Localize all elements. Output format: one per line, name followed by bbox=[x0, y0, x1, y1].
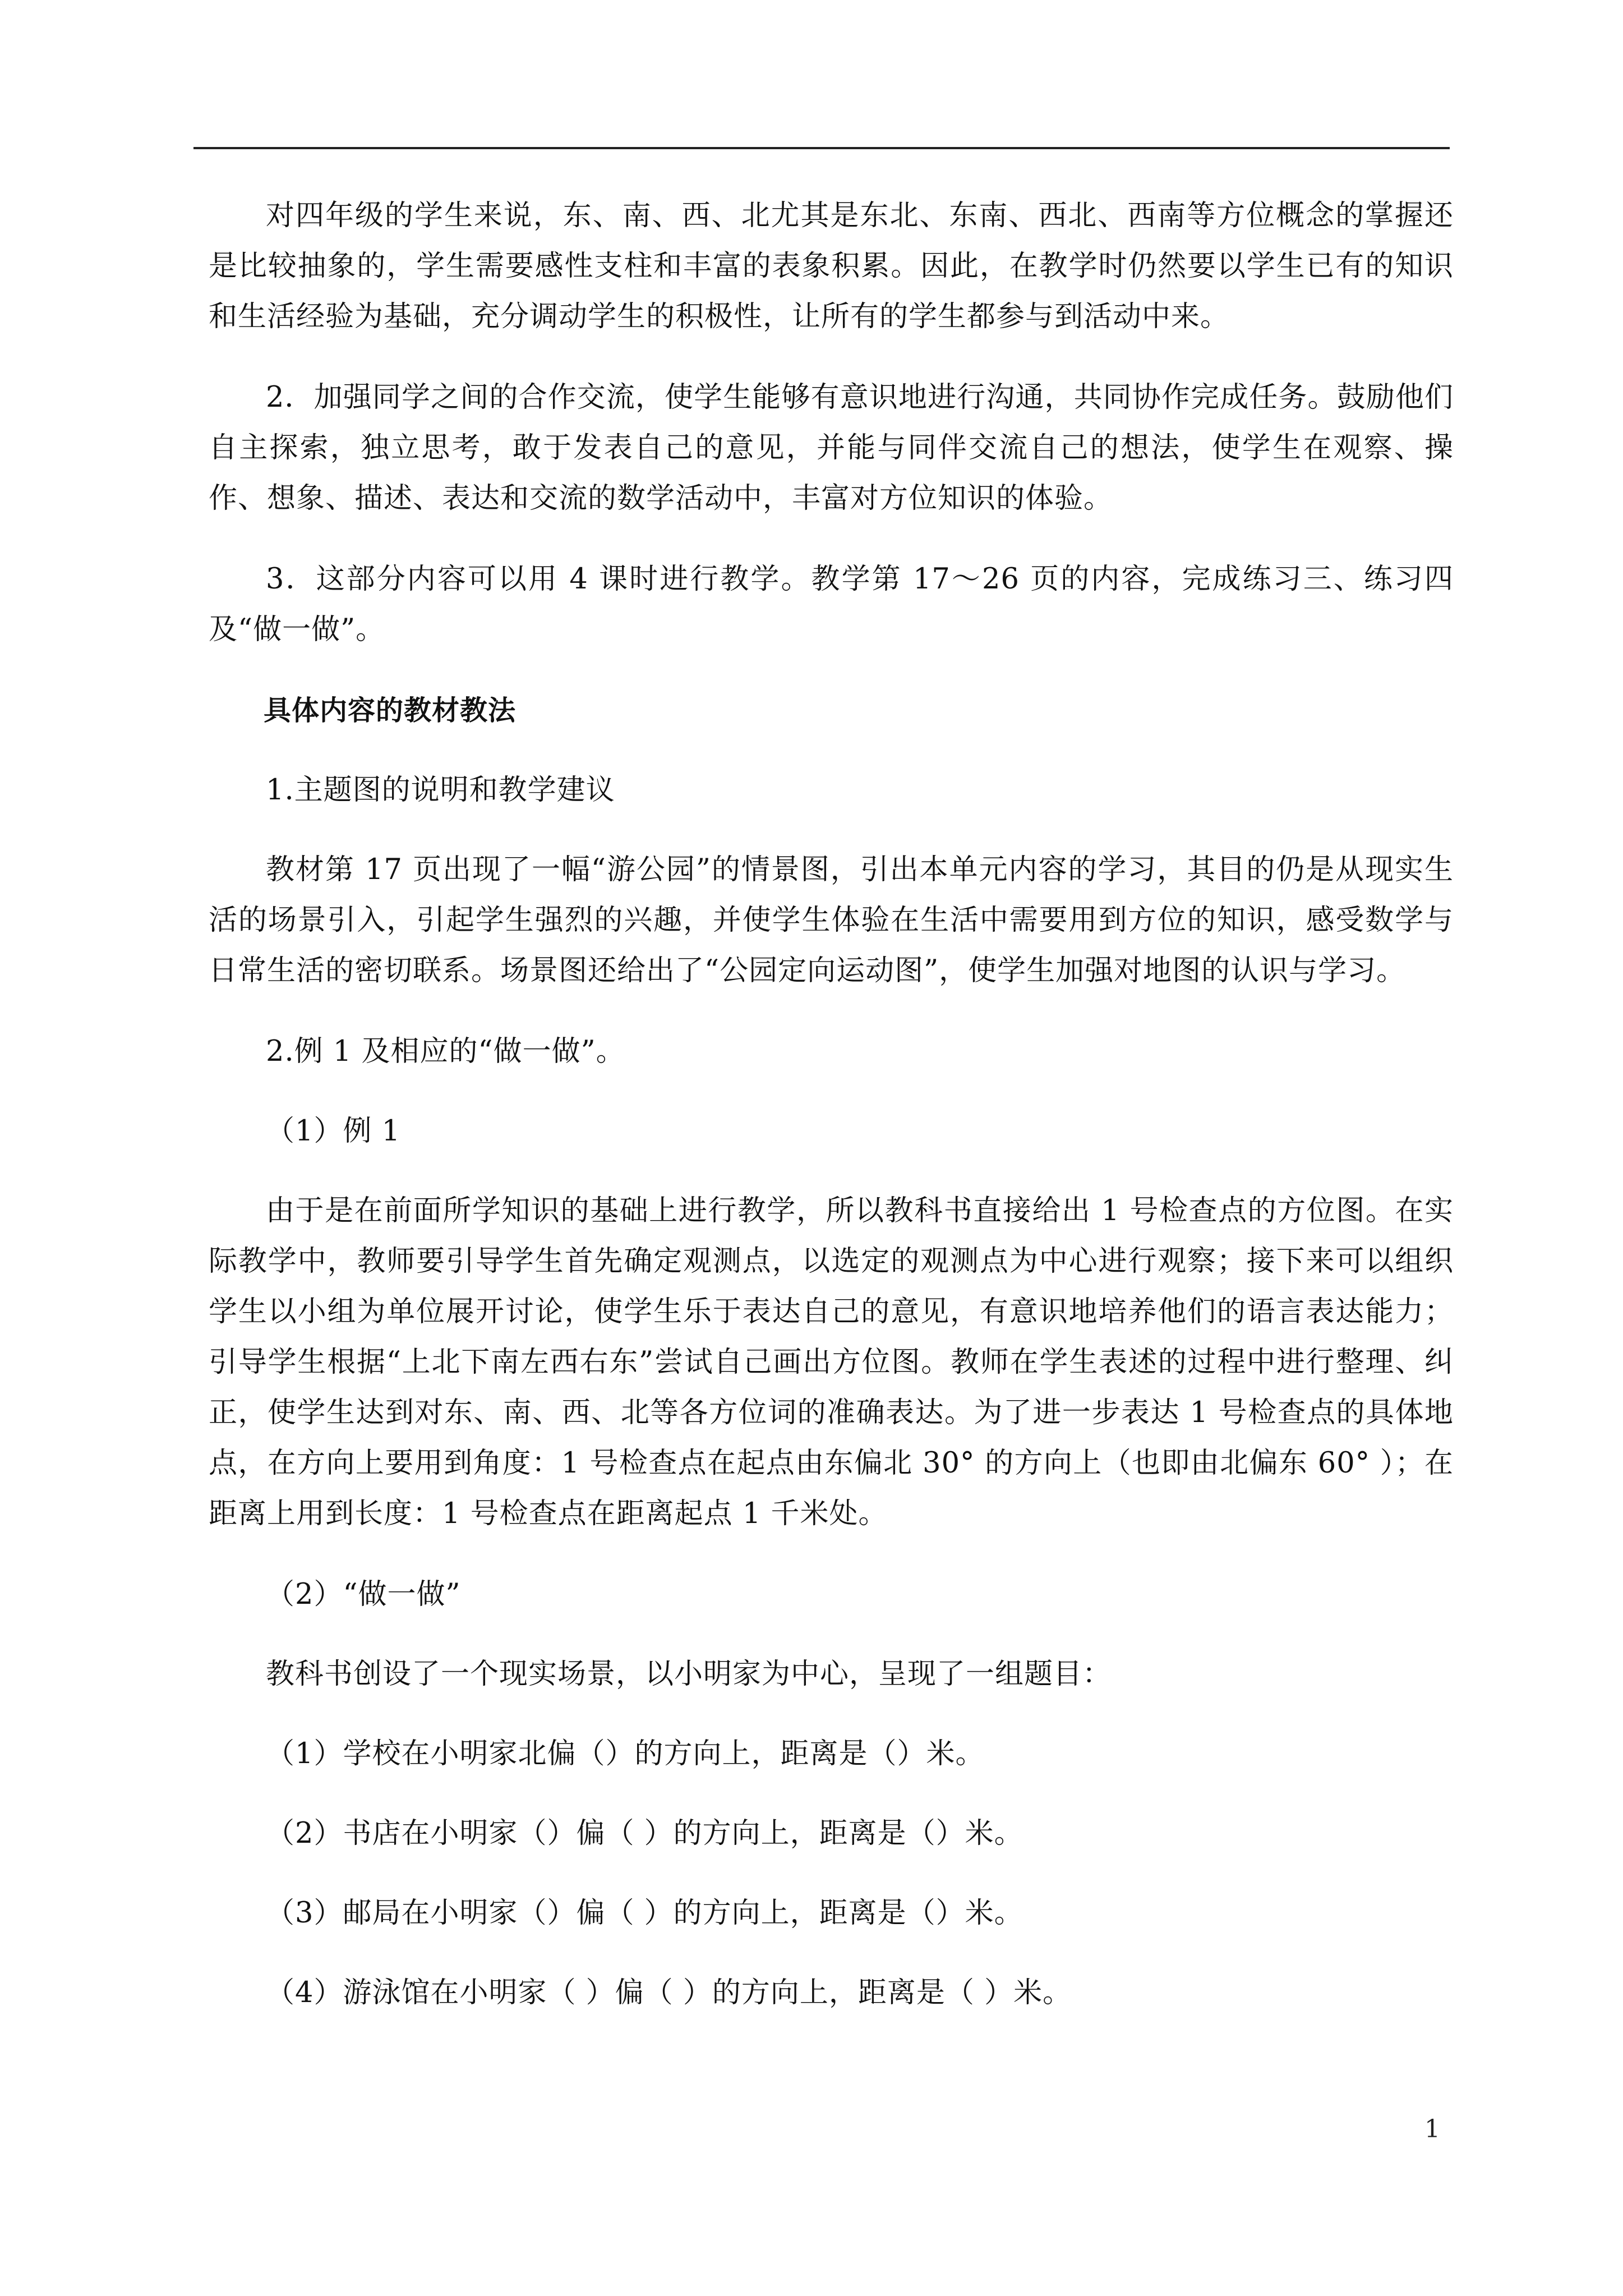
question-3: （3）邮局在小明家（）偏（ ）的方向上，距离是（）米。 bbox=[266, 1897, 1023, 1930]
subsection-title-1: 1.主题图的说明和教学建议 bbox=[266, 774, 615, 807]
header-rule bbox=[193, 147, 1450, 149]
question-2: （2）书店在小明家（）偏（ ）的方向上，距离是（）米。 bbox=[266, 1817, 1023, 1850]
sub-item-example-1: （1）例 1 bbox=[266, 1115, 401, 1148]
page-number: 1 bbox=[1424, 2115, 1440, 2143]
paragraph-item-2: 2．加强同学之间的合作交流，使学生能够有意识地进行沟通，共同协作完成任务。鼓励他们自主探索，独立思考，敢于发表自己的意见，并能与同伴交流自己的想法，使学生在观察、操作、想象、描述、表达和交流的数学活动中，丰富对方位知识的体验。 bbox=[209, 381, 1454, 515]
paragraph-scenario: 教科书创设了一个现实场景，以小明家为中心，呈现了一组题目： bbox=[266, 1658, 1112, 1691]
subsection-title-2: 2.例 1 及相应的“做一做”。 bbox=[266, 1035, 625, 1068]
paragraph-example-1: 由于是在前面所学知识的基础上进行教学，所以教科书直接给出 1 号检查点的方位图。在实际教学中，教师要引导学生首先确定观测点，以选定的观测点为中心进行观察；接下来可以组织学生以小组为单位展开讨论，使学生乐于表达自己的意见，有意识地培养他们的语言表达能力；引导学生根据“上北下南左西右东”尝试自己画出方位图。教师在学生表述的过程中进行整理、纠正，使学生达到对东、南、西、北等各方位词的准确表达。为了进一步表达 1 号检查点的具体地点，在方向上要用到角度：1 号检查点在起点由东偏北 30° 的方向上（也即由北偏东 60° ）；在距离上用到长度：1 号检查点在距离起点 1 千米处。 bbox=[209, 1194, 1454, 1530]
paragraph-item-3: 3．这部分内容可以用 4 课时进行教学。教学第 17～26 页的内容，完成练习三、练习四及“做一做”。 bbox=[209, 563, 1454, 646]
sub-item-do-it: （2）“做一做” bbox=[266, 1578, 461, 1611]
paragraph-intro: 对四年级的学生来说，东、南、西、北尤其是东北、东南、西北、西南等方位概念的掌握还是比较抽象的，学生需要感性支柱和丰富的表象积累。因此，在教学时仍然要以学生已有的知识和生活经验为基础，充分调动学生的积极性，让所有的学生都参与到活动中来。 bbox=[209, 199, 1454, 333]
question-4: （4）游泳馆在小明家（ ）偏（ ）的方向上，距离是（ ）米。 bbox=[266, 1976, 1072, 2009]
section-heading: 具体内容的教材教法 bbox=[264, 694, 517, 726]
document-body bbox=[209, 191, 1454, 2047]
question-1: （1）学校在小明家北偏（）的方向上，距离是（）米。 bbox=[266, 1737, 985, 1770]
paragraph-theme-map: 教材第 17 页出现了一幅“游公园”的情景图，引出本单元内容的学习，其目的仍是从现实生活的场景引入，引起学生强烈的兴趣，并使学生体验在生活中需要用到方位的知识，感受数学与日常生活的密切联系。场景图还给出了“公园定向运动图”，使学生加强对地图的认识与学习。 bbox=[209, 853, 1454, 987]
